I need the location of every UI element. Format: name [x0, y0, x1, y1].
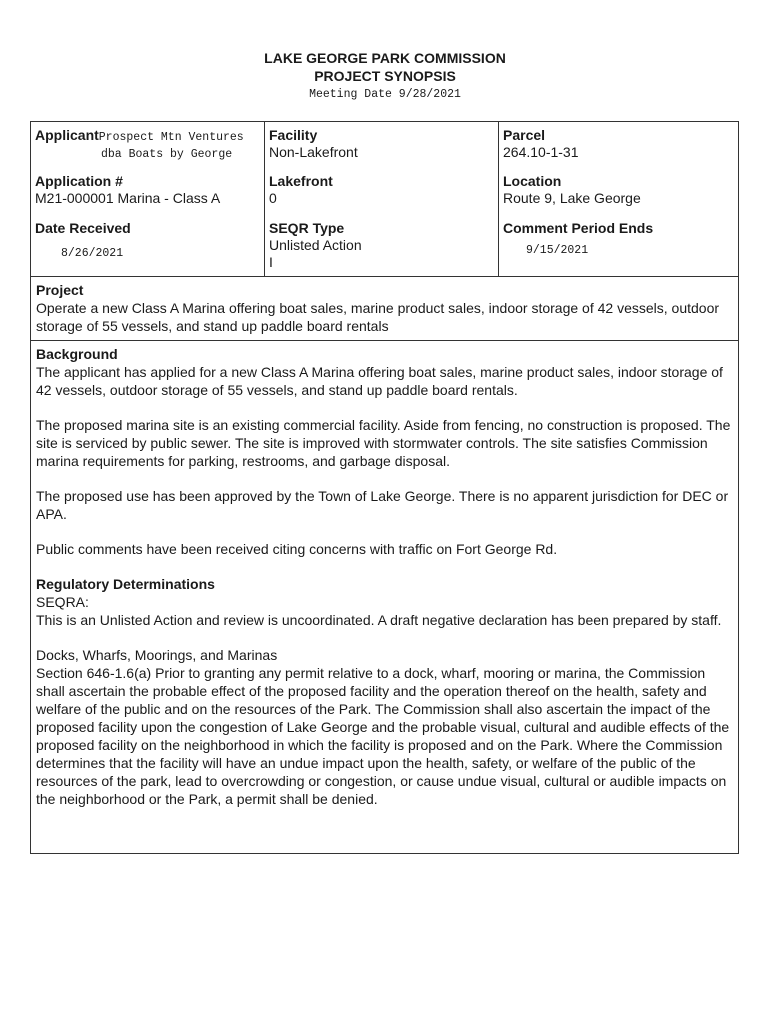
date-received-value: 8/26/2021	[61, 247, 124, 260]
project-text: Operate a new Class A Marina offering boat sales, marine product sales, indoor storage of 42 vessels, outdoor storage of 55 vessels, and stand up paddle board rentals	[36, 300, 720, 334]
comment-period-label: Comment Period Ends	[503, 220, 654, 236]
seqr-value-2: I	[269, 254, 273, 270]
facility-cell	[269, 127, 497, 161]
info-grid	[30, 121, 739, 277]
location-label: Location	[503, 173, 562, 189]
meeting-date: Meeting Date 9/28/2021	[309, 88, 461, 101]
parcel-label: Parcel	[503, 127, 546, 143]
applicant-label: Applicant	[35, 127, 99, 143]
location-value: Route 9, Lake George	[503, 190, 641, 206]
background-paragraph-3: The proposed use has been approved by the Town of Lake George. There is no apparent jurisdiction for DEC or APA.	[36, 488, 729, 522]
seqr-value: Unlisted Action	[269, 237, 362, 253]
background-paragraph-2: The proposed marina site is an existing commercial facility. Aside from fencing, no construction is proposed. The site is serviced by public sewer. The site is improved with stormwater controls. The site satisfies Commission marina requirements for parking, restrooms, and garbage disposal.	[36, 417, 731, 469]
parcel-value: 264.10-1-31	[503, 144, 579, 160]
application-value: M21-000001 Marina - Class A	[35, 190, 221, 206]
background-label: Background	[36, 346, 118, 362]
background-paragraph-1: The applicant has applied for a new Class A Marina offering boat sales, marine product sales, indoor storage of 42 vessels, outdoor storage of 55 vessels, and stand up paddle board rentals.	[36, 364, 723, 398]
lakefront-value: 0	[269, 190, 277, 206]
seqra-label: SEQRA:	[36, 594, 89, 610]
applicant-dba: dba Boats by George	[101, 148, 233, 161]
parcel-cell	[503, 127, 733, 161]
application-label: Application #	[35, 173, 123, 189]
docks-label: Docks, Wharfs, Moorings, and Marinas	[36, 647, 278, 663]
seqr-cell	[269, 220, 497, 271]
comment-period-value: 9/15/2021	[526, 244, 589, 257]
facility-value: Non-Lakefront	[269, 144, 358, 160]
seqra-text: This is an Unlisted Action and review is uncoordinated. A draft negative declaration has been prepared by staff.	[36, 612, 722, 628]
background-section	[30, 340, 739, 854]
background-paragraph-4: Public comments have been received citing concerns with traffic on Fort George Rd.	[36, 541, 558, 557]
synopsis-title: PROJECT SYNOPSIS	[314, 68, 456, 84]
lakefront-cell	[269, 173, 497, 207]
project-label: Project	[36, 282, 84, 298]
commission-title: LAKE GEORGE PARK COMMISSION	[264, 50, 506, 66]
date-received-label: Date Received	[35, 220, 131, 236]
facility-label: Facility	[269, 127, 318, 143]
grid-divider-2	[498, 122, 499, 276]
lakefront-label: Lakefront	[269, 173, 333, 189]
applicant-cell	[35, 127, 263, 146]
application-cell	[35, 173, 263, 207]
project-section	[30, 276, 739, 341]
regulatory-label: Regulatory Determinations	[36, 576, 215, 592]
docks-text: Section 646-1.6(a) Prior to granting any permit relative to a dock, wharf, mooring or marina, the Commission shall ascertain the probable effect of the proposed facility and the operation thereof on the health, safety and welfare of the public and on the resources of the Park. The Commission shall also ascertain the impact of the proposed facility upon the congestion of Lake George and the probable visual, cultural and audible effects of the proposed facility on the neighborhood in which the facility is proposed and on the Park. Where the Commission determines that the facility will have an undue impact upon the health, safety, or welfare of the public of the resources of the park, lead to overcrowding or congestion, or cause undue visual, cultural or audible impacts on the neighborhood or the Park, a permit shall be denied.	[36, 665, 730, 807]
grid-divider-1	[264, 122, 265, 276]
seqr-label: SEQR Type	[269, 220, 345, 236]
document-header	[0, 49, 770, 103]
location-cell	[503, 173, 733, 207]
applicant-name: Prospect Mtn Ventures	[98, 131, 244, 144]
